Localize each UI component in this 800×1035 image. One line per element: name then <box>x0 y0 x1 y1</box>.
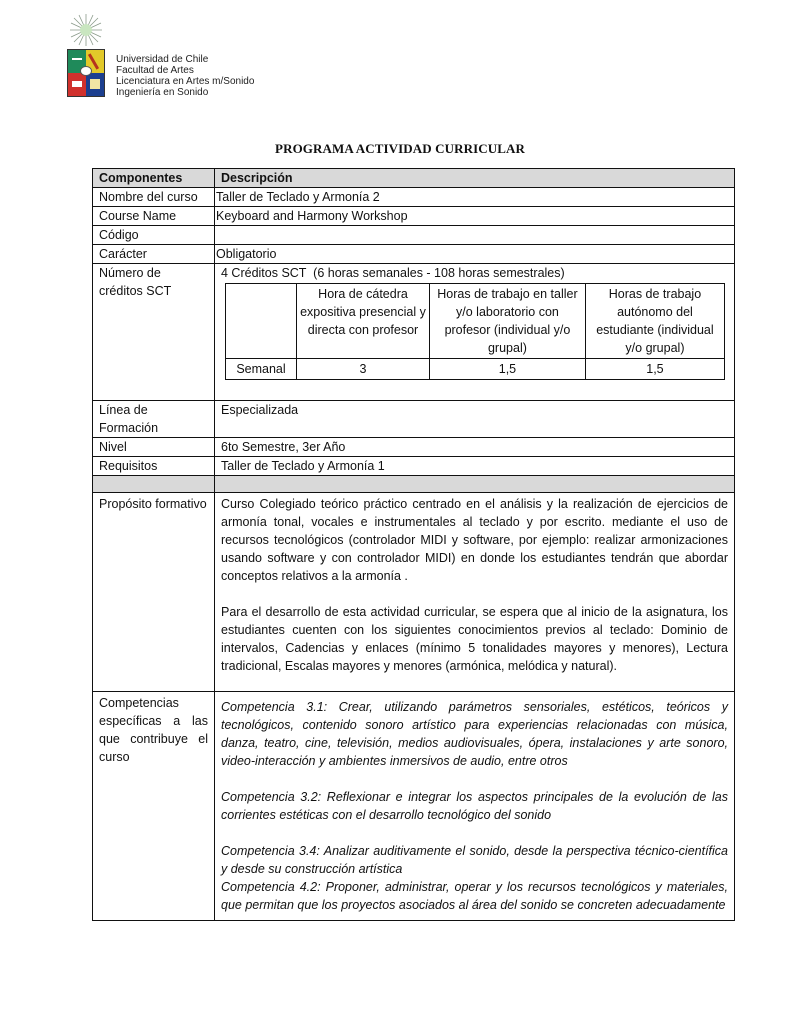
table-row <box>93 692 735 921</box>
document-header <box>66 14 306 104</box>
row-label: Course Name <box>93 207 215 226</box>
institution-line: Facultad de Artes <box>116 65 194 76</box>
credits-value-autonomous: 1,5 <box>585 359 724 380</box>
row-label: Número de créditos SCT <box>93 264 215 401</box>
table-row <box>93 401 735 438</box>
course-name-es: Taller de Teclado y Armonía 2 <box>215 188 735 207</box>
row-label: Requisitos <box>93 457 215 476</box>
credits-row-label: Semanal <box>226 359 297 380</box>
course-prerequisites: Taller de Teclado y Armonía 1 <box>215 457 735 476</box>
table-row <box>93 493 735 692</box>
table-row <box>93 264 735 401</box>
course-level: 6to Semestre, 3er Año <box>215 438 735 457</box>
training-line: Especializada <box>215 401 735 438</box>
credits-weekly-row <box>226 359 725 380</box>
crest-emblem-icon <box>80 66 92 76</box>
formative-purpose <box>215 493 735 692</box>
credits-value-lecture: 3 <box>297 359 430 380</box>
credits-value-workshop: 1,5 <box>429 359 585 380</box>
row-label: Nivel <box>93 438 215 457</box>
header-description: Descripción <box>215 169 735 188</box>
credits-header-row <box>226 284 725 359</box>
competency-item: Competencia 3.2: Reflexionar e integrar los aspectos principales de la evolución de las corrientes estéticas con el desarrollo tecnológico del sonido <box>221 790 728 822</box>
table-row <box>93 226 735 245</box>
spacer-cell <box>215 476 735 493</box>
table-spacer-row <box>93 476 735 493</box>
credits-summary: 4 Créditos SCT (6 horas semanales - 108 horas semestrales) <box>221 266 565 280</box>
competency-item: Competencia 3.4: Analizar auditivamente el sonido, desde la perspectiva técnico-científica y desde su construcción artística <box>221 844 728 876</box>
credits-header-lecture: Hora de cátedra expositiva presencial y directa con profesor <box>297 284 430 359</box>
course-code <box>215 226 735 245</box>
page-title: PROGRAMA ACTIVIDAD CURRICULAR <box>275 141 525 156</box>
table-header-row <box>93 169 735 188</box>
institution-line: Ingeniería en Sonido <box>116 87 209 98</box>
header-components: Componentes <box>93 169 215 188</box>
institution-line: Licenciatura en Artes m/Sonido <box>116 76 255 87</box>
row-label: Propósito formativo <box>93 493 215 692</box>
specific-competencies <box>215 692 735 921</box>
table-row <box>93 207 735 226</box>
purpose-paragraph: Curso Colegiado teórico práctico centrado en el análisis y la realización de ejercicios de armonía tonal, vocales e instrumentales al teclado y por escrito. mediante el uso de recursos tecnológicos (controlador MIDI y software, por ejemplo: realizar armonizaciones usando software y con controlador MIDI) en donde los estudiantes tendrán que abordar conceptos relativos a la armonía . <box>221 497 728 583</box>
credits-header-workshop: Horas de trabajo en taller y/o laboratorio con profesor (individual y/o grupal) <box>429 284 585 359</box>
sunburst-star-icon <box>70 14 102 46</box>
table-row <box>93 438 735 457</box>
row-label: Línea de Formación <box>93 401 215 438</box>
credits-hours-table <box>225 283 725 380</box>
table-row <box>93 245 735 264</box>
row-label: Competencias específicas a las que contribuye el curso <box>93 692 215 921</box>
row-label: Nombre del curso <box>93 188 215 207</box>
course-name-en: Keyboard and Harmony Workshop <box>215 207 735 226</box>
university-logo <box>66 14 106 100</box>
competency-item: Competencia 4.2: Proponer, administrar, operar y los recursos tecnológicos y materiales, que permitan que los proyectos asociados al área del sonido se concreten adecuadamente <box>221 880 728 912</box>
row-label: Carácter <box>93 245 215 264</box>
competency-item: Competencia 3.1: Crear, utilizando parámetros sensoriales, estéticos, teóricos y tecnológicos, contenido sonoro artístico para experiencias relacionadas con música, danza, teatro, cine, televisión, medios audiovisuales, ópera, instalaciones y arte sonoro, video-interacción y ambientes inmersivos de audio, entre otros <box>221 700 728 768</box>
course-character: Obligatorio <box>215 245 735 264</box>
credits-header-empty <box>226 284 297 359</box>
institution-name <box>116 54 254 98</box>
purpose-paragraph: Para el desarrollo de esta actividad curricular, se espera que al inicio de la asignatura, los estudiantes cuenten con los siguientes conocimientos previos al teclado: Dominio de intervalos, Cadencias y enlaces (mínimo 5 tonalidades mayores y menores), Lectura tradicional, Escalas mayores y menores (armónica, melódica y natural). <box>221 605 728 673</box>
row-label: Código <box>93 226 215 245</box>
credits-header-autonomous: Horas de trabajo autónomo del estudiante (individual y/o grupal) <box>585 284 724 359</box>
credits-cell <box>215 264 735 401</box>
course-program-table <box>92 168 735 921</box>
institution-line: Universidad de Chile <box>116 54 209 65</box>
spacer-cell <box>93 476 215 493</box>
table-row <box>93 457 735 476</box>
table-row <box>93 188 735 207</box>
